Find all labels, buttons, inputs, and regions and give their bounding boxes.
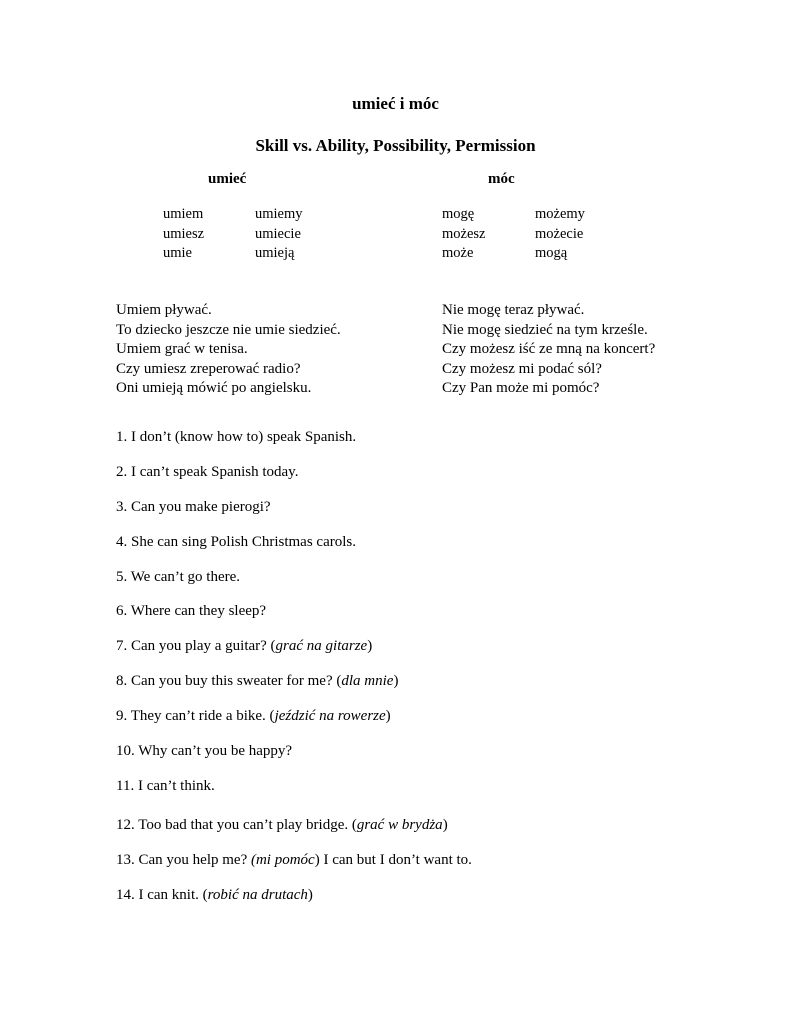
exercise-text: 11. I can’t think.	[116, 778, 215, 794]
exercise-text-end: )	[393, 673, 399, 689]
exercise-item	[116, 569, 240, 586]
example-sentence: Oni umieją mówić po angielsku.	[116, 380, 312, 397]
exercise-hint: jeździć na rowerze	[274, 708, 386, 724]
umiec-heading: umieć	[208, 171, 247, 187]
conjugation-form: mogę	[442, 206, 475, 222]
exercise-text: 2. I can’t speak Spanish today.	[116, 464, 299, 480]
exercise-text: 13. Can you help me?	[116, 852, 251, 868]
exercise-item	[116, 778, 215, 795]
umiec-plural-forms	[255, 205, 303, 264]
exercise-text-end: ) I can but I don’t want to.	[314, 852, 472, 868]
exercise-item	[116, 499, 271, 516]
conjugation-form: umiemy	[255, 206, 303, 222]
example-sentence: To dziecko jeszcze nie umie siedzieć.	[116, 321, 341, 338]
exercise-item	[116, 817, 448, 834]
page-title: umieć i móc	[352, 94, 439, 113]
exercise-text: 8. Can you buy this sweater for me? (	[116, 673, 342, 689]
example-sentence: Umiem grać w tenisa.	[116, 341, 248, 358]
moc-singular-forms	[442, 205, 485, 264]
conjugation-form: umieją	[255, 245, 295, 261]
example-sentence: Nie mogę siedzieć na tym krześle.	[442, 321, 648, 338]
page-subtitle: Skill vs. Ability, Possibility, Permission	[255, 136, 536, 155]
exercise-item	[116, 429, 356, 446]
conjugation-form: mogą	[535, 245, 568, 261]
exercise-item	[116, 743, 292, 760]
conjugation-form: możesz	[442, 225, 486, 242]
exercise-text: 6. Where can they sleep?	[116, 603, 267, 619]
umiec-singular-forms	[163, 205, 204, 264]
exercise-item	[116, 852, 472, 869]
conjugation-form: umiecie	[255, 225, 301, 242]
exercise-text: 7. Can you play a guitar? (	[116, 638, 276, 654]
example-sentence: Nie mogę teraz pływać.	[442, 302, 585, 318]
exercise-hint: (mi pomóc	[250, 852, 315, 868]
exercise-text-end: )	[385, 708, 391, 724]
exercise-text-end: )	[442, 817, 448, 833]
example-sentence: Czy Pan może mi pomóc?	[442, 380, 600, 397]
exercise-hint: grać na gitarze	[275, 638, 368, 654]
conjugation-form: możemy	[535, 206, 585, 222]
exercise-hint: grać w brydża	[356, 817, 443, 833]
exercise-item	[116, 603, 266, 620]
moc-examples	[442, 301, 655, 399]
exercise-item	[116, 534, 356, 551]
exercise-text: 5. We can’t go there.	[116, 569, 241, 585]
exercise-text: 1. I don’t (know how to) speak Spanish.	[116, 429, 357, 445]
exercise-text-end: )	[367, 638, 373, 654]
exercise-hint: robić na drutach	[207, 887, 308, 903]
exercise-text-end: )	[307, 887, 313, 903]
exercise-text: 10. Why can’t you be happy?	[116, 743, 293, 759]
exercise-text: 9. They can’t ride a bike. (	[116, 708, 275, 724]
example-sentence: Czy możesz iść ze mną na koncert?	[442, 341, 656, 358]
conjugation-form: umie	[163, 245, 192, 261]
exercise-item	[116, 638, 372, 655]
moc-heading: móc	[488, 171, 515, 187]
conjugation-form: umiem	[163, 206, 204, 222]
exercise-text: 12. Too bad that you can’t play bridge. (	[116, 817, 357, 833]
exercise-item	[116, 708, 391, 725]
example-sentence: Czy umiesz zreperować radio?	[116, 360, 301, 377]
exercise-text: 4. She can sing Polish Christmas carols.	[116, 534, 356, 550]
exercise-item	[116, 673, 398, 690]
moc-plural-forms	[535, 205, 585, 264]
conjugation-form: możecie	[535, 225, 584, 242]
exercise-item	[116, 464, 298, 481]
exercise-text: 14. I can knit. (	[116, 887, 208, 903]
conjugation-form: może	[442, 245, 474, 261]
umiec-examples	[116, 301, 341, 399]
conjugation-form: umiesz	[163, 225, 205, 242]
exercise-item	[116, 887, 313, 904]
example-sentence: Czy możesz mi podać sól?	[442, 360, 602, 377]
exercise-text: 3. Can you make pierogi?	[116, 499, 271, 515]
exercise-hint: dla mnie	[341, 673, 394, 689]
example-sentence: Umiem pływać.	[116, 302, 212, 318]
